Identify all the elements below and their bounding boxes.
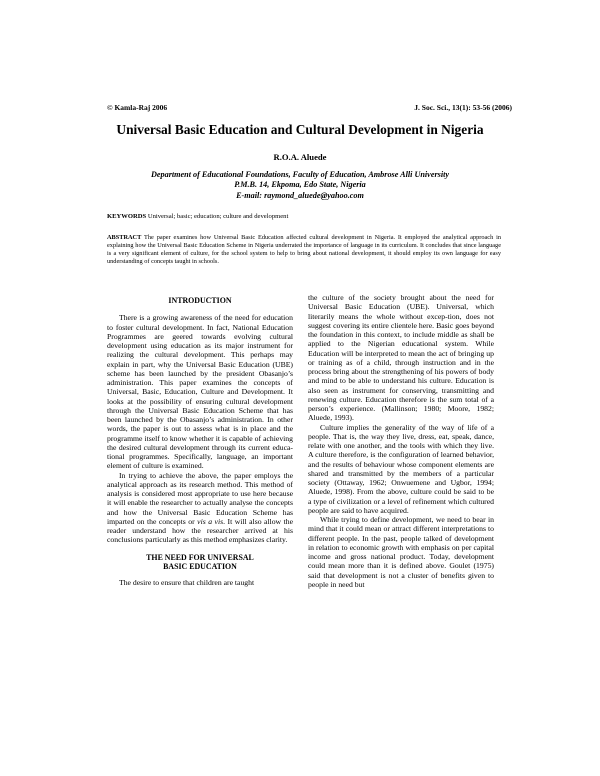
journal-citation: J. Soc. Sci., 13(1): 53-56 (2006) [414,103,512,112]
intro-paragraph-1: There is a growing awareness of the need for education to foster cultural development. In fact, National Education Programmes are geered towards evolving cultural development using education as its major instrument for realizing the cultural development. This perhaps may explain in part, why the Universal Basic Education (UBE) scheme has been launched by the president Obasanjo’s administration. This paper examines the concepts of Universal, Basic, Education, Culture and Development. It looks at the possibility of ensuring cultural development through the Universal Basic Education Scheme that has been launched by the Obasanjo’s administration. In other words, the paper is out to assess what is in place and the programme itself to know whether it is capable of achieving the desired cultural development through its current educa-tional programmes. Specifically, language, an important element of culture is examined. [107,313,293,471]
right-column [308,293,494,589]
right-paragraph-1: the culture of the society brought about the need for Universal Basic Education (UBE). Universal, which literarily means the whole without excep-tion, does not suggest covering its entire clientele here. Basic goes beyond the foundation in this context, to include middle as shall be applied to the Nigerian educational system. While Education will be interpreted to mean the act of bringing up or training as of a child, through instruction and in the process bring about the strengthening of his powers of body and mind to be able to understand his culture. Education is also seen as instrument for conserving, transmitting and renewing culture. Education therefore is the sum total of a person’s experience. (Mallinson; 1980; Moore, 1982; Aluede, 1993). [308,293,494,423]
copyright-notice: © Kamla-Raj 2006 [107,103,168,112]
abstract [107,234,501,266]
intro-paragraph-2 [107,471,293,545]
need-paragraph-1: The desire to ensure that children are taught [119,577,255,587]
p2-italic: vis a vis [197,516,224,526]
left-column [107,293,293,587]
affiliation-email: E-mail: raymond_aluede@yahoo.com [236,190,364,200]
affiliation-department: Department of Educational Foundations, Faculty of Education, Ambrose Alli University [150,170,450,179]
keywords-text: Universal; basic; education; culture and development [147,213,289,220]
keywords-label: KEYWORDS [107,213,147,220]
need-heading-line-2: BASIC EDUCATION [163,562,237,571]
abstract-text: The paper examines how Universal Basic Education affected cultural development in Nigeria. It employed the analytical approach in explaining how the Universal Basic Education Scheme in Nigeria underrated the importance of language in its curriculum. It concludes that since language is a very significant element of culture, for the school system to help to bring about national development, it should employ its own language for easy understanding of concepts taught in schools. [107,234,501,265]
paper-title: Universal Basic Education and Cultural Development in Nigeria [116,122,484,137]
development-paragraph: While trying to define development, we need to bear in mind that it could mean or attract different interpretations to different people. In the past, people talked of development in relation to economic growth with emphasis on per capital income and gross national product. Today, development could mean more than it is defined above. Goulet (1975) said that development is not a cluster of benefits given to people in need but [308,515,494,589]
author-name: R.O.A. Aluede [273,152,327,162]
need-heading-line-1: THE NEED FOR UNIVERSAL [146,552,254,562]
p2-text-a: In trying to achieve the above, the paper employs the analytical approach as its research method. This method of analysis is considered most appropriate to use here because it will enable the researcher to actually analyse the concepts and how the Universal Basic Education Scheme has imparted on the concepts or [107,470,293,526]
p2-text-b: . It will also allow the reader understand how the researcher arrived at his conclusions particularly as this method emphasizes clarity. [107,516,293,545]
need-heading [107,553,293,572]
affiliation [0,170,600,201]
abstract-label: ABSTRACT [107,234,142,241]
affiliation-address: P.M.B. 14, Ekpoma, Edo State, Nigeria [234,180,366,190]
culture-paragraph: Culture implies the generality of the way of life of a people. That is, the way they live, dress, eat, speak, dance, relate with one another, and the tools with which they live. A culture therefore, is the configuration of learned behavior, and the results of behaviour whose component elements are shared and transmitted by the members of a particular society (Ottaway, 1962; Onwuemene and Ugbor, 1994; Aluede, 1998). From the above, culture could be said to be a type of civilization or a level of refinement which cultured people are said to have acquired. [308,422,494,515]
introduction-heading: INTRODUCTION [168,296,232,305]
keywords [107,213,501,222]
